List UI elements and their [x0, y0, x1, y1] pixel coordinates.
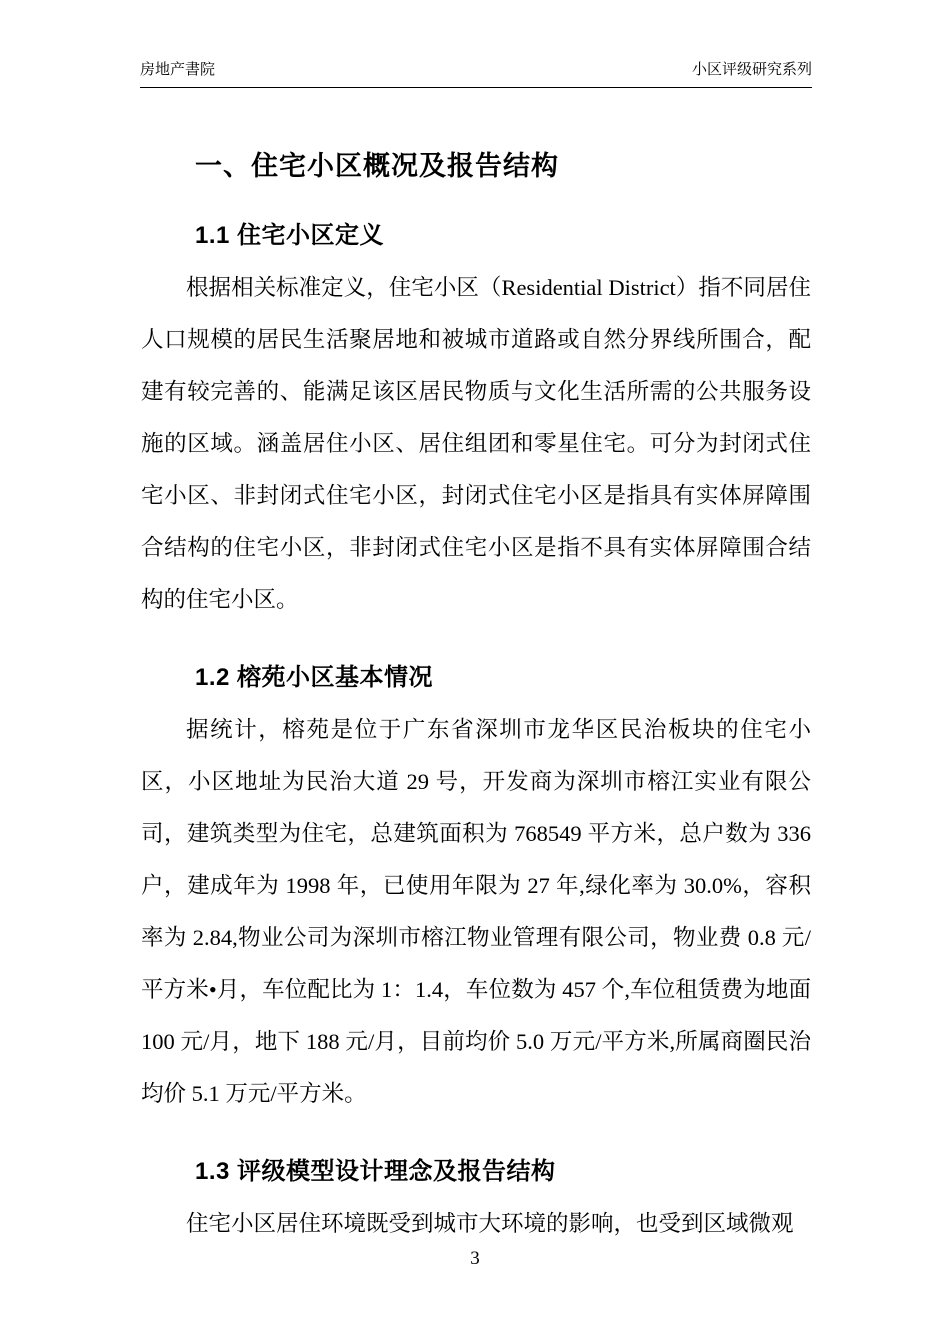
section-heading-1-3: 1.3 评级模型设计理念及报告结构: [195, 1158, 556, 1185]
section-heading-1-1: 1.1 住宅小区定义: [195, 222, 385, 249]
header-right-text: 小区评级研究系列: [691, 62, 812, 78]
page-number: 3: [470, 1248, 480, 1269]
chapter-title: 一、住宅小区概况及报告结构: [195, 151, 559, 181]
document-body: [141, 118, 811, 1250]
section-paragraph-1-1: 根据相关标准定义，住宅小区（Residential District）指不同居住人口规模的居民生活聚居地和被城市道路或自然分界线所围合，配建有较完善的、能满足该区居民物质与文化生活所需的公共服务设施的区域。涵盖居住小区、居住组团和零星住宅。可分为封闭式住宅小区、非封闭式住宅小区，封闭式住宅小区是指具有实体屏障围合结构的住宅小区，非封闭式住宅小区是指不具有实体屏障围合结构的住宅小区。: [141, 275, 811, 612]
header-left-text: 房地产書院: [140, 62, 216, 78]
page-footer: [0, 1248, 950, 1270]
page-header: [140, 60, 812, 88]
section-heading-1-2: 1.2 榕苑小区基本情况: [195, 664, 434, 691]
section-paragraph-1-2: 据统计，榕苑是位于广东省深圳市龙华区民治板块的住宅小区，小区地址为民治大道 29 号，开发商为深圳市榕江实业有限公司，建筑类型为住宅，总建筑面积为 768549 平方米，总户数为 336 户，建成年为 1998 年，已使用年限为 27 年,绿化率为 30.0%，容积率为 2.84,物业公司为深圳市榕江物业管理有限公司，物业费 0.8 元/平方米•月，车位配比为 1：1.4，车位数为 457 个,车位租赁费为地面 100 元/月，地下 188 元/月，目前均价 5.0 万元/平方米,所属商圈民治均价 5.1 万元/平方米。: [141, 717, 811, 1106]
section-paragraph-1-3: 住宅小区居住环境既受到城市大环境的影响，也受到区域微观: [186, 1211, 794, 1236]
